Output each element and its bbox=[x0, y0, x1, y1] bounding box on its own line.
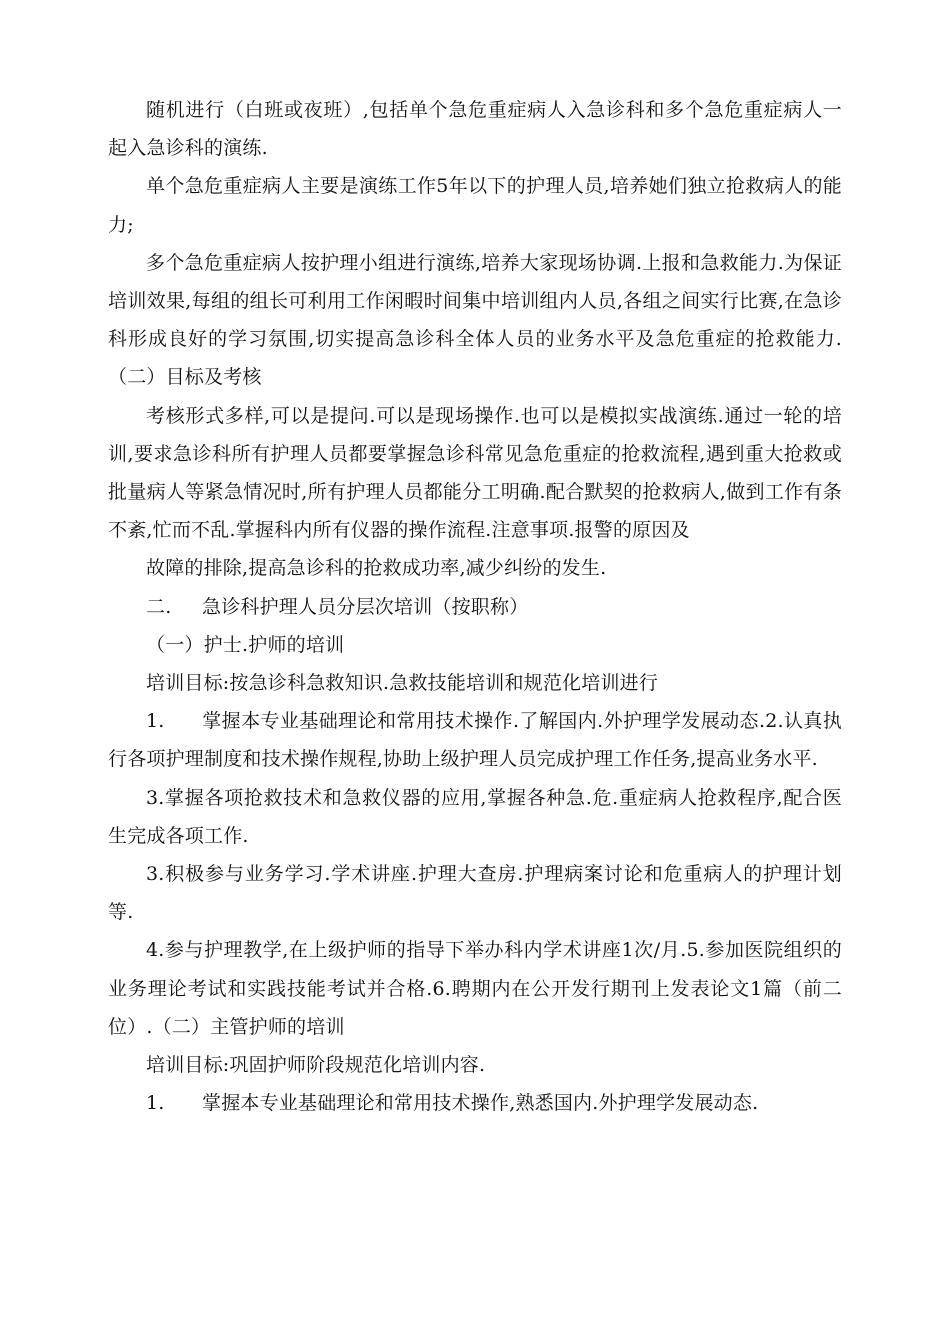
list-item-1 bbox=[108, 702, 842, 778]
section-heading-text: 急诊科护理人员分层次培训（按职称） bbox=[202, 595, 529, 618]
paragraph-4-text: 考核形式多样,可以是提问.可以是现场操作.也可以是模拟实战演练.通过一轮的培训,要求急诊科所有护理人员都要掌握急诊科常见急危重症的抢救流程,遇到重大抢救或批量病人等紧急情况时,所有护理人员都能分工明确.配合默契的抢救病人,做到工作有条不紊,忙而不乱.掌握科内所有仪器的操作流程.注意事项.报警的原因及 bbox=[108, 404, 842, 542]
paragraph-5-text: 故障的排除,提高急诊科的抢救成功率,减少纠纷的发生. bbox=[146, 557, 607, 580]
list-item-3b bbox=[108, 855, 842, 931]
paragraph-1-text: 随机进行（白班或夜班）,包括单个急危重症病人入急诊科和多个急危重症病人一起入急诊科的演练. bbox=[108, 99, 842, 160]
training-goal-2-text: 培训目标:巩固护师阶段规范化培训内容. bbox=[146, 1054, 486, 1077]
subsection-heading-1 bbox=[108, 626, 842, 664]
list-item-3a bbox=[108, 779, 842, 855]
list-item-1-number: 1. bbox=[146, 710, 165, 733]
paragraph-2-text: 单个急危重症病人主要是演练工作5年以下的护理人员,培养她们独立抢救病人的能力; bbox=[108, 175, 842, 236]
list-item-1b-text: 掌握本专业基础理论和常用技术操作,熟悉国内.外护理学发展动态. bbox=[202, 1092, 759, 1115]
section-number: 二. bbox=[146, 595, 172, 618]
list-item-3a-text: 3.掌握各项抢救技术和急救仪器的应用,掌握各种急.危.重症病人抢救程序,配合医生完成各项工作. bbox=[108, 786, 842, 847]
paragraph-3 bbox=[108, 244, 842, 397]
list-item-1b-number: 1. bbox=[146, 1092, 165, 1115]
section-heading-2 bbox=[108, 588, 842, 626]
list-item-4-text: 4.参与护理教学,在上级护师的指导下举办科内学术讲座1次/月.5.参加医院组织的业务理论考试和实践技能考试并合格.6.聘期内在公开发行期刊上发表论文1篇（前二位）.（二）主管护师的培训 bbox=[108, 939, 842, 1038]
training-goal-2 bbox=[108, 1046, 842, 1084]
list-item-3b-text: 3.积极参与业务学习.学术讲座.护理大查房.护理病案讨论和危重病人的护理计划等. bbox=[108, 863, 842, 924]
paragraph-4 bbox=[108, 397, 842, 550]
paragraph-3-text: 多个急危重症病人按护理小组进行演练,培养大家现场协调.上报和急救能力.为保证培训效果,每组的组长可利用工作闲暇时间集中培训组内人员,各组之间实行比赛,在急诊科形成良好的学习氛围,切实提高急诊科全体人员的业务水平及急危重症的抢救能力.（二）目标及考核 bbox=[108, 251, 842, 389]
paragraph-5 bbox=[108, 549, 842, 587]
paragraph-2 bbox=[108, 167, 842, 243]
training-goal-1-text: 培训目标:按急诊科急救知识.急救技能培训和规范化培训进行 bbox=[146, 672, 659, 695]
subsection-heading-1-text: （一）护士.护师的培训 bbox=[146, 633, 345, 656]
training-goal-1 bbox=[108, 664, 842, 702]
list-item-1b bbox=[108, 1084, 842, 1122]
list-item-1-text: 掌握本专业基础理论和常用技术操作.了解国内.外护理学发展动态.2.认真执行各项护理制度和技术操作规程,协助上级护理人员完成护理工作任务,提高业务水平. bbox=[108, 710, 842, 771]
paragraph-1 bbox=[108, 91, 842, 167]
list-item-4 bbox=[108, 931, 842, 1046]
